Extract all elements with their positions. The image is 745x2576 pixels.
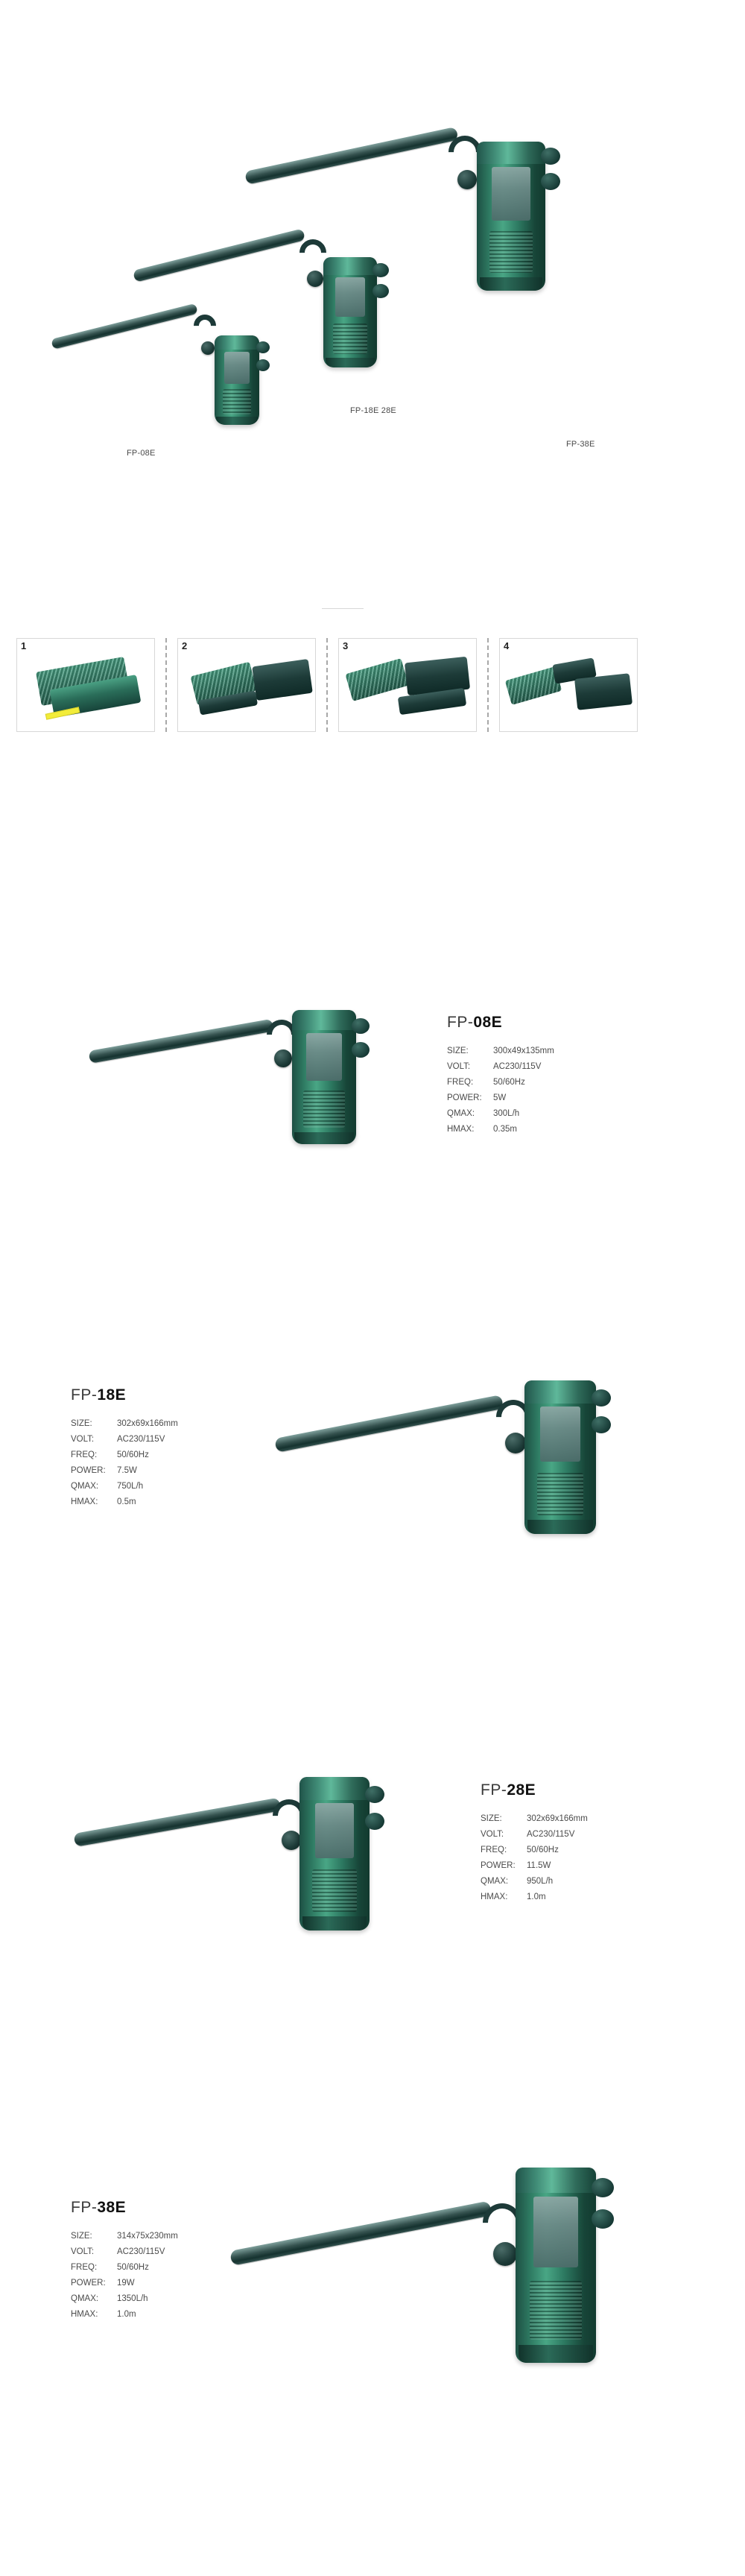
- hero-label-fp18e-28e: FP-18E 28E: [350, 406, 396, 415]
- spec-value-volt: AC230/115V: [493, 1062, 542, 1071]
- step-number: 1: [21, 640, 27, 651]
- suction-cup: [352, 1018, 370, 1034]
- product-title-prefix: FP-: [71, 1386, 98, 1404]
- intake-pipe: [244, 127, 458, 185]
- hero-label-fp38e: FP-38E: [566, 440, 595, 449]
- product-section-fp38e: [0, 2147, 745, 2534]
- spec-row-size: [447, 1044, 700, 1059]
- product-title-suffix: 18E: [97, 1386, 127, 1404]
- spec-value-freq: 50/60Hz: [117, 2263, 149, 2272]
- spec-label-size: SIZE:: [447, 1046, 469, 1055]
- pump-base: [294, 1132, 353, 1144]
- pipe-knob: [274, 1049, 292, 1067]
- product-title-suffix: 38E: [97, 2199, 127, 2216]
- step-3: [338, 638, 477, 732]
- spec-value-qmax: 300L/h: [493, 1109, 520, 1118]
- product-info: [481, 1781, 734, 1905]
- product-figure: [67, 1767, 410, 2005]
- pump-grill: [312, 1869, 357, 1913]
- spec-value-hmax: 1.0m: [527, 1892, 546, 1901]
- step-illustration: [343, 643, 472, 727]
- suction-cup: [541, 148, 560, 165]
- spec-table: [481, 1811, 734, 1905]
- suction-cup: [592, 2209, 614, 2229]
- pump-grill: [537, 1473, 583, 1516]
- product-figure: [268, 1371, 656, 1617]
- filter-housing: [252, 659, 313, 701]
- spec-label-power: POWER:: [447, 1093, 482, 1102]
- suction-cup: [592, 1389, 611, 1407]
- spec-row-volt: [481, 1827, 734, 1843]
- spec-label-volt: VOLT:: [481, 1830, 504, 1839]
- product-info: [447, 1014, 700, 1137]
- spec-value-hmax: 1.0m: [117, 2310, 136, 2319]
- spec-label-volt: VOLT:: [71, 1435, 95, 1444]
- pump-head: [299, 1777, 370, 1800]
- assembly-steps: [16, 638, 648, 732]
- spec-value-freq: 50/60Hz: [527, 1846, 559, 1854]
- pump-head: [524, 1380, 596, 1404]
- suction-cup: [541, 173, 560, 190]
- spec-value-hmax: 0.5m: [117, 1497, 136, 1506]
- divider-rule: [322, 608, 364, 609]
- intake-pipe: [89, 1019, 274, 1064]
- spec-row-size: [481, 1811, 734, 1827]
- product-title-prefix: FP-: [481, 1781, 507, 1799]
- spec-value-qmax: 1350L/h: [117, 2294, 148, 2303]
- step-4: [499, 638, 638, 732]
- spec-row-freq: [447, 1075, 700, 1090]
- spec-label-qmax: QMAX:: [71, 2294, 99, 2303]
- spec-label-volt: VOLT:: [71, 2247, 95, 2256]
- pipe-knob: [505, 1433, 526, 1453]
- pump-grill: [489, 231, 533, 273]
- intake-pipe: [274, 1395, 504, 1453]
- spec-value-size: 300x49x135mm: [493, 1046, 554, 1055]
- filter-housing: [574, 673, 633, 710]
- step-1: [16, 638, 155, 732]
- step-number: 3: [343, 640, 349, 651]
- step-illustration: [22, 643, 150, 727]
- spec-label-freq: FREQ:: [447, 1078, 474, 1087]
- step-illustration: [183, 643, 311, 727]
- spec-label-hmax: HMAX:: [71, 1497, 98, 1506]
- intake-pipe: [229, 2200, 492, 2265]
- spec-label-size: SIZE:: [71, 2232, 92, 2241]
- spec-row-hmax: [481, 1890, 734, 1905]
- pump-window: [540, 1407, 580, 1462]
- step-2: [177, 638, 316, 732]
- spec-value-hmax: 0.35m: [493, 1125, 517, 1134]
- product-section-fp08e: [0, 991, 745, 1304]
- spec-label-volt: VOLT:: [447, 1062, 471, 1071]
- spec-value-power: 7.5W: [117, 1466, 137, 1475]
- pump-window: [306, 1033, 342, 1082]
- pipe-knob: [493, 2242, 517, 2266]
- suction-cup: [592, 1416, 611, 1433]
- suction-cup: [365, 1786, 384, 1803]
- product-title-suffix: 08E: [473, 1014, 503, 1031]
- spec-row-hmax: [447, 1122, 700, 1137]
- spec-label-qmax: QMAX:: [447, 1109, 475, 1118]
- spec-label-hmax: HMAX:: [71, 2310, 98, 2319]
- spec-label-size: SIZE:: [481, 1814, 502, 1823]
- spec-value-volt: AC230/115V: [117, 2247, 165, 2256]
- pump-head: [477, 142, 545, 164]
- spec-value-size: 314x75x230mm: [117, 2232, 178, 2241]
- spec-label-qmax: QMAX:: [71, 1482, 99, 1491]
- spec-label-freq: FREQ:: [71, 1450, 98, 1459]
- spec-value-volt: AC230/115V: [527, 1830, 575, 1839]
- pump-body: [299, 1777, 370, 1931]
- pump-window: [533, 2197, 578, 2267]
- pump-head: [516, 2168, 596, 2193]
- pump-body: [516, 2168, 596, 2363]
- spec-value-freq: 50/60Hz: [493, 1078, 525, 1087]
- hero-label-fp08e: FP-08E: [127, 449, 156, 458]
- step-number: 4: [504, 640, 510, 651]
- spec-value-size: 302x69x166mm: [117, 1419, 178, 1428]
- product-title-prefix: FP-: [71, 2199, 98, 2216]
- pump-head: [292, 1010, 356, 1030]
- pump-base: [527, 1520, 593, 1534]
- pipe-knob: [282, 1831, 301, 1850]
- spec-label-hmax: HMAX:: [447, 1125, 475, 1134]
- pump-grill: [530, 2281, 581, 2340]
- spec-row-volt: [447, 1059, 700, 1075]
- spec-value-power: 11.5W: [527, 1861, 551, 1870]
- spec-value-power: 5W: [493, 1093, 507, 1102]
- spec-value-power: 19W: [117, 2279, 135, 2288]
- pump-grill: [303, 1090, 344, 1128]
- step-illustration: [504, 643, 633, 727]
- spec-label-freq: FREQ:: [71, 2263, 98, 2272]
- spec-row-power: [481, 1858, 734, 1874]
- suction-cup: [592, 2178, 614, 2197]
- step-divider: [165, 638, 167, 732]
- pipe-knob: [457, 170, 477, 189]
- step-divider: [326, 638, 328, 732]
- intake-pipe: [73, 1798, 281, 1847]
- product-title: [481, 1781, 734, 1799]
- spec-label-qmax: QMAX:: [481, 1877, 509, 1886]
- pump-window: [315, 1803, 355, 1858]
- step-divider: [487, 638, 489, 732]
- product-section-fp18e: [0, 1364, 745, 1692]
- product-title: [447, 1014, 700, 1032]
- spec-value-volt: AC230/115V: [117, 1435, 165, 1444]
- spec-label-power: POWER:: [71, 2279, 106, 2288]
- spec-value-size: 302x69x166mm: [527, 1814, 588, 1823]
- spec-value-freq: 50/60Hz: [117, 1450, 149, 1459]
- spec-value-qmax: 950L/h: [527, 1877, 554, 1886]
- pump-base: [519, 2345, 592, 2363]
- product-figure: [82, 1006, 395, 1230]
- spec-label-hmax: HMAX:: [481, 1892, 508, 1901]
- spec-label-power: POWER:: [71, 1466, 106, 1475]
- spec-row-freq: [481, 1843, 734, 1858]
- spec-label-freq: FREQ:: [481, 1846, 507, 1854]
- filter-sponge: [345, 658, 408, 701]
- pump-window: [492, 167, 530, 221]
- product-title-prefix: FP-: [447, 1014, 474, 1031]
- spec-label-power: POWER:: [481, 1861, 516, 1870]
- spec-row-qmax: [447, 1106, 700, 1122]
- product-figure: [224, 2154, 670, 2452]
- spec-value-qmax: 750L/h: [117, 1482, 144, 1491]
- spec-label-size: SIZE:: [71, 1419, 92, 1428]
- product-section-fp28e: [0, 1752, 745, 2080]
- pump-body: [477, 142, 545, 291]
- spec-table: [447, 1044, 700, 1137]
- spec-row-qmax: [481, 1874, 734, 1890]
- product-title-suffix: 28E: [507, 1781, 536, 1799]
- pump-base: [480, 277, 543, 291]
- step-number: 2: [182, 640, 188, 651]
- pump-body: [292, 1010, 356, 1144]
- pump-body: [524, 1380, 596, 1534]
- pump-base: [302, 1916, 367, 1931]
- spec-row-power: [447, 1090, 700, 1106]
- suction-cup: [365, 1813, 384, 1830]
- suction-cup: [352, 1042, 370, 1058]
